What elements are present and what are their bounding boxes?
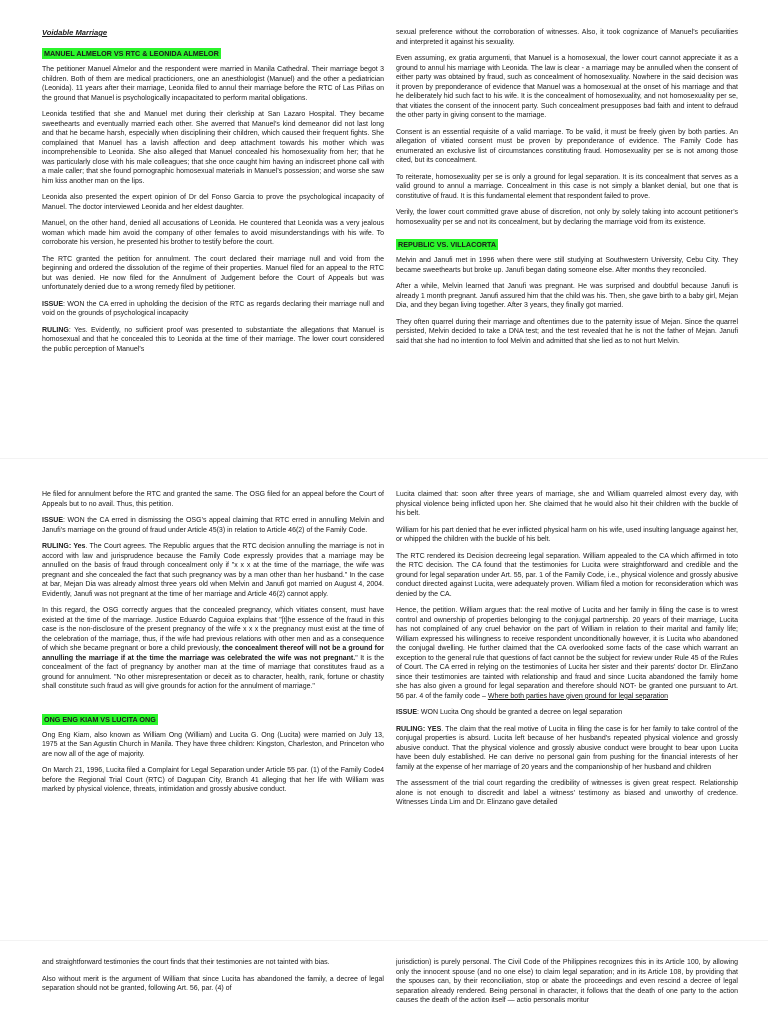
ruling-paragraph [42, 326, 384, 355]
page-2-right-column [396, 490, 738, 915]
page-1-right-column [396, 28, 738, 433]
paragraph: The petitioner Manuel Almelor and the respondent were married in Manila Cathedral. Their marriage begot 3 children. Both of them are medical practicioners, one an anesthiologist (Manuel) and the other a pediatrician (Leonida). 11 years after their marriage, Leonida filed to annul their marriage before the RTC of Las Piñas on the ground that Manuel is psychologically incapacitated to perform marital obligations. [42, 66, 384, 102]
paragraph: William for his part denied that he ever inflicted physical harm on his wife, used insulting language against her, or whipped the children with the buckle of his belt. [396, 526, 738, 544]
ruling-paragraph [42, 542, 384, 599]
paragraph: Consent is an essential requisite of a valid marriage. To be valid, it must be freely given by both parties. An allegation of vitiated consent must be proven by preponderance of evidence. The Family Code has enumerated an exclusive list of circumstances constituting fraud. Homosexuality per se is not among those cited, but its concealment. [396, 128, 738, 165]
paragraph: After a while, Melvin learned that Janufi was pregnant. He was surprised and doubtful because Janufi is already 1 month pregnant. Janufi assured him that the child was his. Then, she gave birth to a baby girl, Mejan Dia, and they began living together. After 3 years, they finally got married. [396, 283, 738, 310]
paragraph: and straightforward testimonies the court finds that their testimonies are not tainted with bias. [42, 959, 330, 966]
paragraph-text: In this regard, the OSG correctly argues that the concealed pregnancy, which vitiates consent, must have existed at the time of the marriage. Justice Eduardo Caguioa explains that "[t]he essence of the fraud in this case is the non-disclosure of the present pregnancy of the wife x x x the pregnancy must exist at the time of the celebration of the marriage, thus, if the wife had previous relations with other men and as a consequence of which she became pregnant or bore a child previously, [42, 607, 384, 653]
issue-label: ISSUE [396, 709, 418, 717]
issue-text: : WON the CA erred in upholding the decision of the RTC as regards declaring their marriage null and void on the grounds of psychological incapacity [42, 300, 384, 318]
page-2 [0, 490, 768, 915]
case-title-ong: ONG ENG KIAM VS LUCITA ONG [44, 714, 156, 724]
ruling-text: . The claim that the real motive of Lucita in filing the case is for her family to take control of the conjugal properties is absurd. Lucita left because of her husband’s repeated physical violence and grossly abusive conduct. That the physical violence and grossly abusive conduct were brought to bear upon Lucita have been duly established. He can derive no personal gain from pushing for the financial interests of her family at the expense of her marriage of 20 years and the companionship of her husband and children [396, 725, 738, 771]
paragraph [396, 606, 738, 701]
emphasis-text: the concealment thereof will not be a ground for annulling the marriage if at the time the marriage was celebrated the wife was not pregnant. [42, 645, 384, 662]
ruling-text: : Yes. Evidently, no sufficient proof was presented to substantiate the allegations that Manuel is homosexual and that he concealed this to Leonida at the time of their marriage. The lower court considered the public perception of Manuel’s [42, 326, 384, 353]
issue-label: ISSUE [42, 300, 64, 308]
underlined-text: Where both parties have given ground for legal separation [487, 692, 669, 700]
ruling-label: RULING [42, 326, 69, 334]
paragraph: Melvin and Janufi met in 1996 when there were still studying at Southwestern University, Cebu City. They became sweethearts but broke up. Janufi began dating someone else. After months they reconciled. [396, 257, 738, 274]
case-title-almelor: MANUEL ALMELOR VS RTC & LEONIDA ALMELOR [44, 49, 219, 58]
issue-paragraph [42, 516, 384, 535]
ruling-label: RULING: YES [396, 725, 442, 733]
issue-paragraph [42, 300, 384, 319]
page-2-left-column [42, 490, 384, 915]
page-1 [0, 28, 768, 433]
paragraph: On March 21, 1996, Lucita filed a Complaint for Legal Separation under Article 55 par. (1) of the Family Code4 before the Regional Trial Court (RTC) of Dagupan City, Branch 41 alleging that her life with William was marked by physical violence, threats, intimidation and grossly abusive conduct. [42, 767, 384, 794]
page-1-left-column [42, 28, 384, 433]
ruling-paragraph [396, 725, 738, 773]
issue-text: : WON the CA erred in dismissing the OSG’s appeal claiming that RTC erred in annulling Melvin and Janufi’s marriage on the ground of fraud under Article 45(3) in relation to Article 46(2) of the Family Code. [42, 517, 384, 534]
paragraph [42, 606, 384, 692]
paragraph: Even assuming, ex gratia argumenti, that Manuel is a homosexual, the lower court cannot appreciate it as a ground to annul his marriage with Leonida. The law is clear - a marriage may be annulled when the consent of either party was obtained by fraud, such as concealment of homosexuality. Nowhere in the said decision was it proven by preponderance of evidence that Manuel was a homosexual at the onset of his marriage and that he deliberately hid such fact to his wife. It is the concealment of homosexuality, and not homosexuality per se, that vitiates the consent of the innocent party. Such concealment presupposes bad faith and intent to defraud the other party in giving consent to the marriage. [396, 55, 738, 120]
paragraph: Manuel, on the other hand, denied all accusations of Leonida. He countered that Leonida was a very jealous woman which made him avoid the company of other females to avoid misunderstandings with his wife. To corroborate his version, he presented his brother to testify before the court. [42, 220, 384, 247]
paragraph-text: Hence, the petition. William argues that: the real motive of Lucita and her family in filing the case is to wrest control and ownership of properties belonging to the conjugal partnership. 20 years of their marriage, Lucita has not complained of any cruel behavior on the part of William in relation to their marital and family life; William expressed his willingness to receive respondent unconditionally however, it is Lucita who abandoned the conjugal dwelling. He further claimed that the CA overlooked some facts of the case which warrant an exception to the general rule that questions of fact cannot be the subject for review under Rule 45 of the Rules of Court. The CA erred in relying on the testimonies of Lucita her sister and their parents’ doctor Dr. ElinZano since their testimonies are tainted with relationship and fraud and since Lucita abandoned the family home she has also given a ground for legal separation and therefore should NOT- be granted one pursuant to Art. 56 par. 4 of the family code – [396, 607, 738, 700]
paragraph: He filed for annulment before the RTC and granted the same. The OSG filed for an appeal before the Court of Appeals but to no avail. Thus, this petition. [42, 491, 384, 508]
page-divider [0, 940, 768, 941]
paragraph-text: " It is the concealment of the fact of pregnancy by another man at the time of marriage that constitutes fraud as a ground for annulment. "No other misrepresentation or deceit as to character, health, rank, fortune or chastity shall constitute such fraud as will give grounds for action for the annulment of marriage." [42, 654, 384, 691]
issue-text: : WON Lucita Ong should be granted a decree on legal separation [417, 709, 623, 717]
issue-label: ISSUE [42, 517, 64, 525]
paragraph: The assessment of the trial court regarding the credibility of witnesses is given great respect. Relationship alone is not enough to discredit and label a witness’ testimony as biased and unworthy of credence. Witnesses Linda Lim and Dr. Elinzano gave detailed [396, 780, 738, 807]
paragraph: Leonida testified that she and Manuel met during their clerkship at San Lazaro Hospital. They became sweethearts and eventually married each other. She averred that Manuel’s kind demeanor did not last long and that he became harsh, especially when disciplining their children, which caused their frequent fights. She complained that Manuel has a lavish affection and deep attachment towards his mother which was incomprehensible to Leonida. She also alleged that Manuel concealed his homosexuality from her; that he was particularly close with his male colleagues; that she once caught him having an indiscreet phone call with a male caller; that she found pornographic homosexual materials in Manuel’s possession; and worse she saw him kiss another man on the lips. [42, 111, 384, 185]
paragraph: Leonida also presented the expert opinion of Dr del Fonso Garcia to prove the psychological incapacity of Manuel. The doctor interviewed Leonida and her eldest daughter. [42, 194, 384, 211]
case-title-villacorta: REPUBLIC VS. VILLACORTA [398, 240, 497, 250]
paragraph: Lucita claimed that: soon after three years of marriage, she and William quarreled almost every day, with physical violence being inflicted upon her. She claimed that he would also hit their children with the buckle of his belt. [396, 491, 738, 518]
paragraph: Ong Eng Kiam, also known as William Ong (William) and Lucita G. Ong (Lucita) were married on July 13, 1975 at the San Agustin Church in Manila. They have three children: Kingston, Charleston, and Princeton who are now all of the age of majority. [42, 731, 384, 758]
paragraph: The RTC rendered its Decision decreeing legal separation. William appealed to the CA which affirmed in toto the RTC decision. The CA found that the testimonies for Lucita were straightforward and credible and the ground for legal separation under Art. 55, par. 1 of the Family Code, i.e., physical violence and grossly abusive conduct directed against Lucita, were adequately proven. William filed a motion for reconsideration which was denied by the CA. [396, 552, 738, 598]
ruling-text: . The Court agrees. The Republic argues that the RTC decision annulling the marriage is not in accord with law and jurisprudence because the Family Code expressly provides that a marriage may be annulled on the basis of fraud through concealment only if "x x x at the time of the marriage, the wife was pregnant and she concealed the fact that such pregnancy was by a man other than her husband." In the case at bar, Mejan Dia was already almost three years old when Melvin and Janufi got married on August 4, 2004. Evidently, Janufi was not pregnant at the time of her marriage and Article 46(2) cannot apply. [42, 543, 384, 598]
paragraph: Verily, the lower court committed grave abuse of discretion, not only by solely taking into account petitioner’s homosexuality per se and not its concealment, but by declaring the marriage void from its existence. [396, 209, 738, 226]
paragraph: jurisdiction) is purely personal. The Civil Code of the Philippines recognizes this in its Article 100, by allowing only the innocent spouse (and no one else) to claim legal separation; and in its Article 108, by providing that the spouses can, by their reconciliation, stop or abate the proceedings and even rescind a decree of legal separation already rendered. Being personal in character, it follows that the death of one party to the action causes the death of the action itself — actio personalis moritur [396, 959, 738, 1005]
ruling-label: RULING [42, 543, 69, 551]
ruling-yes: : Yes [68, 543, 86, 551]
issue-paragraph [396, 708, 738, 718]
paragraph: The RTC granted the petition for annulment. The court declared their marriage null and void from the beginning and ordered the dissolution of the regime of their properties. Manuel filed for an appeal to the RTC but was denied. He now filed for the Annulment of Judgement before the Court of Appeals but was unfortunately denied due to a wrong remedy filed by petitioner. [42, 255, 384, 292]
section-title: Voidable Marriage [42, 28, 108, 37]
paragraph: To reiterate, homosexuality per se is only a ground for legal separation. It is its concealment that serves as a valid ground to annul a marriage. Concealment in this case is not simply a blanket denial, but one that is constitutive of fraud. It is this fundamental element that respondent failed to prove. [396, 173, 738, 200]
paragraph: sexual preference without the corroboration of witnesses. Also, it took cognizance of Manuel’s peculiarities and interpreted it against his sexuality. [396, 29, 738, 46]
page-3 [0, 958, 768, 1024]
page-3-left-column [42, 958, 384, 1024]
page-3-right-column [396, 958, 738, 1024]
page-divider [0, 458, 768, 459]
paragraph: They often quarrel during their marriage and oftentimes due to the paternity issue of Mejan. Since the quarrel persisted, Melvin decided to take a DNA test; and the test revealed that he is not the father of Mejan. Janufi said that she had no intention to fool Melvin and admitted that she lied as to not hurt Melvin. [396, 318, 738, 345]
paragraph: Also without merit is the argument of William that since Lucita has abandoned the family, a decree of legal separation should not be granted, following Art. 56, par. (4) of [42, 975, 384, 993]
